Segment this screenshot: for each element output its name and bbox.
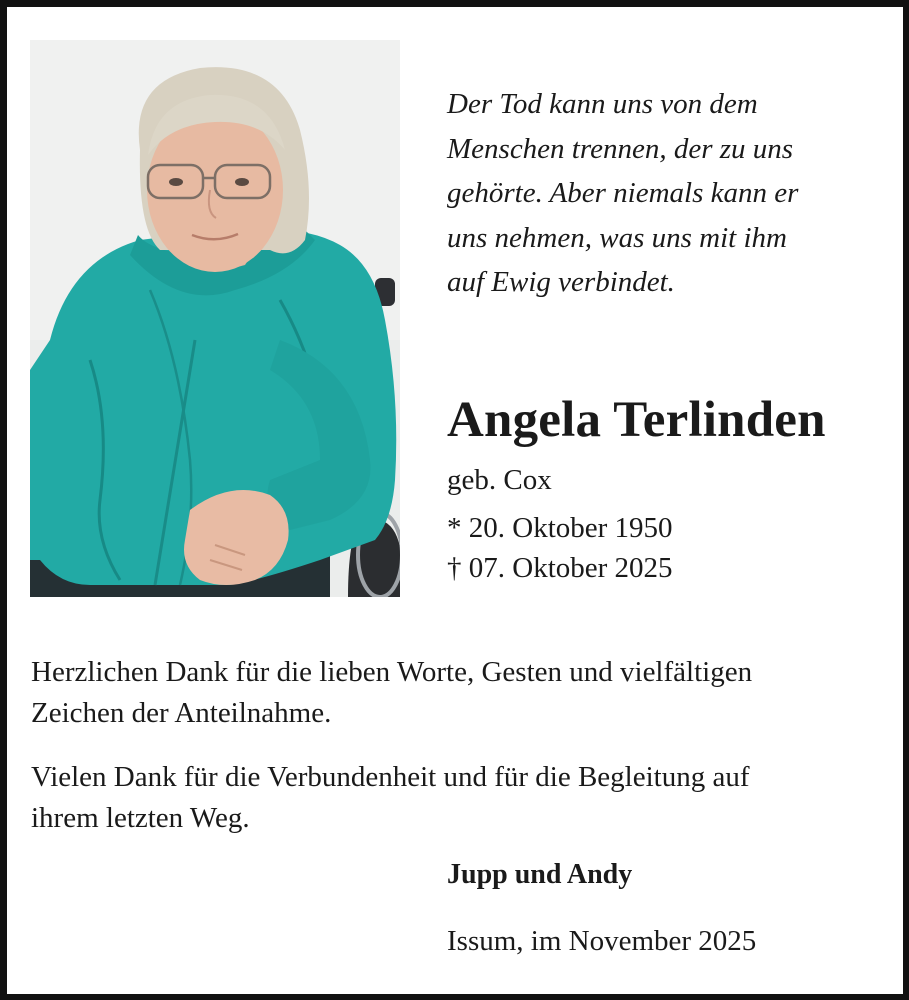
thanks-line: Zeichen der Anteilnahme. <box>31 697 332 729</box>
deceased-name: Angela Terlinden <box>447 392 826 448</box>
signers: Jupp und Andy <box>447 859 633 890</box>
death-date: † 07. Oktober 2025 <box>447 552 673 584</box>
place-date: Issum, im November 2025 <box>447 925 757 957</box>
quote-line: gehörte. Aber niemals kann er <box>447 177 799 209</box>
quote-line: uns nehmen, was uns mit ihm <box>447 221 787 254</box>
thanks-line: Vielen Dank für die Verbundenheit und für die Begleitung auf <box>31 761 750 793</box>
thanks-paragraph-2 <box>31 757 881 839</box>
birth-date: * 20. Oktober 1950 <box>447 512 673 544</box>
quote-line: Der Tod kann uns von dem <box>447 88 758 120</box>
thanks-line: ihrem letzten Weg. <box>31 802 250 834</box>
birth-name: geb. Cox <box>447 464 552 496</box>
thanks-line: Herzlichen Dank für die lieben Worte, Gesten und vielfältigen <box>31 656 753 688</box>
quote-line: auf Ewig verbindet. <box>447 266 675 298</box>
memorial-quote <box>447 82 887 305</box>
thanks-paragraph-1 <box>31 652 881 734</box>
portrait-photo <box>30 40 400 597</box>
quote-line: Menschen trennen, der zu uns <box>447 132 794 165</box>
